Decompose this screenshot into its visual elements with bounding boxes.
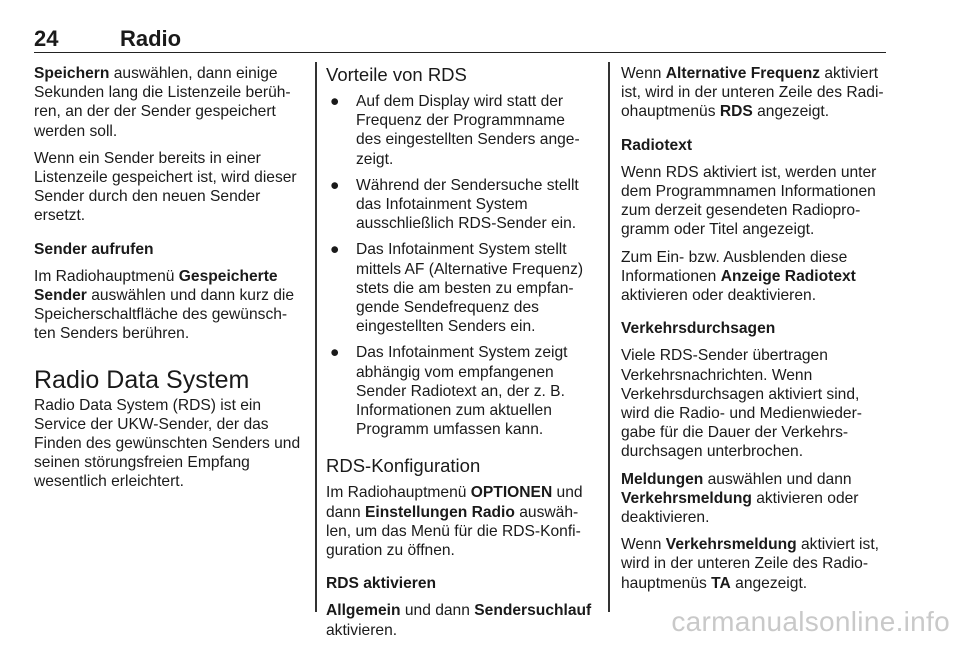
section-heading-vorteile: Vorteile von RDS bbox=[326, 64, 467, 85]
paragraph-text: aktivieren oder deaktivieren. bbox=[621, 489, 859, 527]
list-item bbox=[326, 343, 594, 439]
paragraph bbox=[326, 601, 594, 639]
paragraph-text: auswählen und dann bbox=[703, 470, 852, 488]
watermark: carmanualsonline.info bbox=[671, 606, 950, 637]
list-item bbox=[326, 176, 594, 234]
subheading-verkehrsdurchsagen: Verkehrsdurchsagen bbox=[621, 320, 776, 338]
paragraph-text: aktivieren. bbox=[326, 621, 398, 639]
paragraph-text: Im Radiohauptmenü bbox=[326, 484, 471, 502]
bullet-icon: ● bbox=[330, 241, 340, 259]
list-item bbox=[326, 92, 594, 169]
bullet-list bbox=[326, 92, 594, 439]
menu-term: TA bbox=[711, 574, 731, 592]
paragraph bbox=[34, 267, 302, 344]
subheading-sender-aufrufen: Sender aufrufen bbox=[34, 240, 154, 258]
paragraph-text: Wenn bbox=[621, 536, 666, 554]
list-item-text: Das Infotainment System stellt mittels AF (Alternative Frequenz) stets die am besten zu empfangende Sendefrequenz des eingestellten Senders ein. bbox=[356, 241, 584, 336]
bullet-icon: ● bbox=[330, 344, 340, 362]
column-left bbox=[34, 64, 302, 500]
column-right bbox=[621, 64, 889, 601]
paragraph-text: aktiviert ist, wird in der unteren Zeile des Radiohauptmenüs bbox=[621, 536, 879, 592]
list-item-text: Auf dem Display wird statt der Frequenz der Programmname des eingestellten Senders angezeigt. bbox=[356, 93, 580, 168]
chapter-title: Radio bbox=[120, 26, 182, 51]
paragraph-text: auswählen, dann einige Sekunden lang die Listenzeile berühren, an der der Sender gespeichert werden soll. bbox=[34, 65, 291, 140]
menu-term: Verkehrsmeldung bbox=[665, 536, 797, 554]
page-header bbox=[34, 26, 886, 53]
paragraph-text: Zum Ein- bzw. Ausblenden diese Informationen bbox=[621, 248, 848, 285]
paragraph-text: Wenn bbox=[621, 65, 666, 82]
list-item bbox=[326, 240, 594, 336]
paragraph bbox=[621, 535, 889, 593]
paragraph: Wenn ein Sender bereits in einer Listenzeile gespeichert ist, wird dieser Sender durch den neuen Sender ersetzt. bbox=[34, 149, 297, 225]
column-middle bbox=[326, 64, 594, 648]
paragraph bbox=[326, 483, 594, 560]
paragraph: Radio Data System (RDS) ist ein Service der UKW-Sender, der das Finden des gewünschten Senders und seinen störungsfreien Empfang wesentlich erleichtert. bbox=[34, 396, 301, 491]
menu-term: Gespeicherte Sender bbox=[34, 267, 278, 305]
menu-term: OPTIONEN bbox=[470, 484, 553, 502]
menu-term: Sendersuchlauf bbox=[474, 602, 592, 620]
list-item-text: Während der Sendersuche stellt das Infotainment System ausschließlich RDS-Sender ein. bbox=[356, 176, 579, 233]
menu-term: Speichern bbox=[34, 65, 110, 82]
paragraph-text: und dann bbox=[326, 484, 583, 521]
section-heading-rds-konfiguration: RDS-Konfiguration bbox=[326, 455, 481, 477]
list-item-text: Das Infotainment System zeigt abhängig vom empfangenen Sender Radiotext an, der z. B. Informationen zum aktuellen Programm umfassen kann. bbox=[356, 344, 568, 439]
menu-term: Einstellungen Radio bbox=[365, 503, 515, 521]
menu-term: Meldungen bbox=[621, 470, 704, 488]
bullet-icon: ● bbox=[330, 176, 340, 194]
menu-term: Allgemein bbox=[326, 602, 401, 620]
menu-term: Anzeige Radiotext bbox=[720, 267, 856, 285]
section-heading-radio-data-system: Radio Data System bbox=[34, 365, 250, 394]
subheading-radiotext: Radiotext bbox=[621, 136, 693, 154]
menu-term: Alternative Frequenz bbox=[665, 65, 821, 82]
paragraph-text: Im Radiohauptmenü bbox=[34, 267, 179, 285]
paragraph-text: auswählen und dann kurz die Speicherschaltfläche des gewünschten Senders berühren. bbox=[34, 287, 295, 343]
paragraph-text: aktiviert ist, wird in der unteren Zeile des Radiohauptmenüs bbox=[621, 65, 884, 121]
paragraph-text: angezeigt. bbox=[752, 103, 830, 121]
bullet-icon: ● bbox=[330, 93, 340, 110]
paragraph bbox=[621, 64, 889, 122]
paragraph-text: angezeigt. bbox=[730, 574, 808, 592]
paragraph-text: und dann bbox=[400, 602, 475, 620]
column-divider-right bbox=[608, 62, 610, 612]
paragraph-text: auswählen, um das Menü für die RDS-Konfiguration zu öffnen. bbox=[326, 503, 581, 560]
paragraph bbox=[621, 248, 889, 306]
page-number: 24 bbox=[34, 26, 59, 51]
paragraph bbox=[621, 470, 889, 528]
paragraph: Wenn RDS aktiviert ist, werden unter dem Programmnamen Informationen zum derzeit gesendeten Radioprogramm oder Titel angezeigt. bbox=[621, 163, 877, 239]
subheading-rds-aktivieren: RDS aktivieren bbox=[326, 575, 437, 593]
column-divider-left bbox=[315, 62, 317, 612]
paragraph-text: aktivieren oder deaktivieren. bbox=[621, 287, 817, 305]
paragraph bbox=[34, 64, 302, 141]
menu-term: Verkehrsmeldung bbox=[621, 489, 752, 507]
menu-term: RDS bbox=[719, 103, 753, 121]
paragraph: Viele RDS-Sender übertragen Verkehrsnachrichten. Wenn Verkehrsdurchsagen aktiviert sind, wird die Radio- und Medienwiedergabe für die Dauer der Verkehrsdurchsagen unterbrochen. bbox=[621, 347, 862, 461]
